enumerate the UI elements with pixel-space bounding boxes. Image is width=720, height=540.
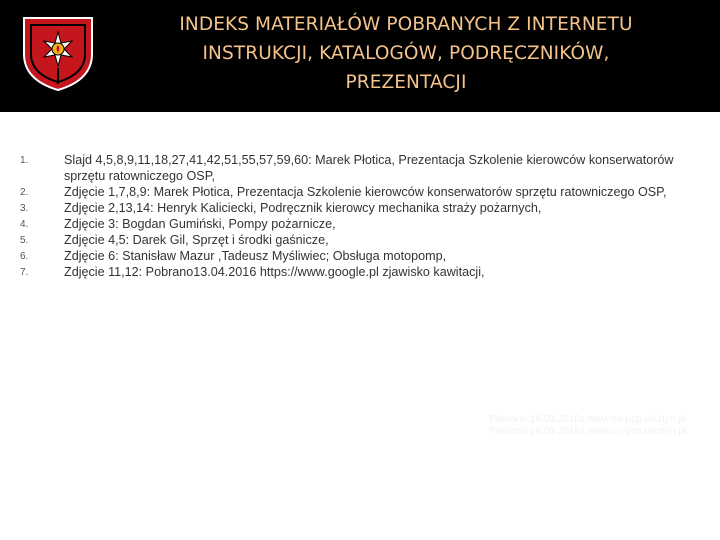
title-line: INSTRUKCJI, KATALOGÓW, PODRĘCZNIKÓW, [202,43,610,64]
list-item [0,248,720,264]
list-item [0,216,720,232]
slide-header [0,0,720,112]
list-item-text: Zdjęcie 3: Bogdan Gumiński, Pompy pożarnicze, [64,217,336,231]
fire-brigade-logo [18,14,98,92]
title-line: PREZENTACJI [345,72,467,93]
list-number: 6. [20,251,29,262]
source-footnote: Pobrano 18.03.2016z www.os-psp.olsztyn.pl [489,414,686,425]
list-item-text: Zdjęcie 2,13,14: Henryk Kaliciecki, Podręcznik kierowcy mechanika straży pożarnych, [64,201,542,215]
list-item [0,264,720,280]
list-item [0,184,720,200]
list-number: 3. [20,203,29,214]
list-number: 5. [20,235,29,246]
list-item-text: Zdjęcie 11,12: Pobrano13.04.2016 https://www.google.pl zjawisko kawitacji, [64,265,485,279]
slide-content [0,112,720,540]
list-item [0,200,720,216]
list-number: 7. [20,267,29,278]
list-number: 4. [20,219,29,230]
source-footnote: Pobrano 18.03.2016z www.os-psp.olsztyn.pl [489,426,686,437]
list-item-text: Zdjęcie 6: Stanisław Mazur ,Tadeusz Myśliwiec; Obsługa motopomp, [64,249,447,263]
list-item [0,232,720,248]
list-number: 2. [20,187,29,198]
source-list [0,152,720,280]
list-item [0,152,720,184]
list-item-text: Zdjęcie 1,7,8,9: Marek Płotica, Prezentacja Szkolenie kierowców konserwatorów sprzętu ratowniczego OSP, [64,185,667,199]
list-number: 1. [20,155,29,166]
title-line: INDEKS MATERIAŁÓW POBRANYCH Z INTERNETU [179,14,633,35]
list-item-text: Slajd 4,5,8,9,11,18,27,41,42,51,55,57,59,60: Marek Płotica, Prezentacja Szkolenie kierowców konserwatorów sprzętu ratowniczego OSP, [64,153,674,183]
list-item-text: Zdjęcie 4,5: Darek Gil, Sprzęt i środki gaśnicze, [64,233,329,247]
page-title [108,10,704,97]
